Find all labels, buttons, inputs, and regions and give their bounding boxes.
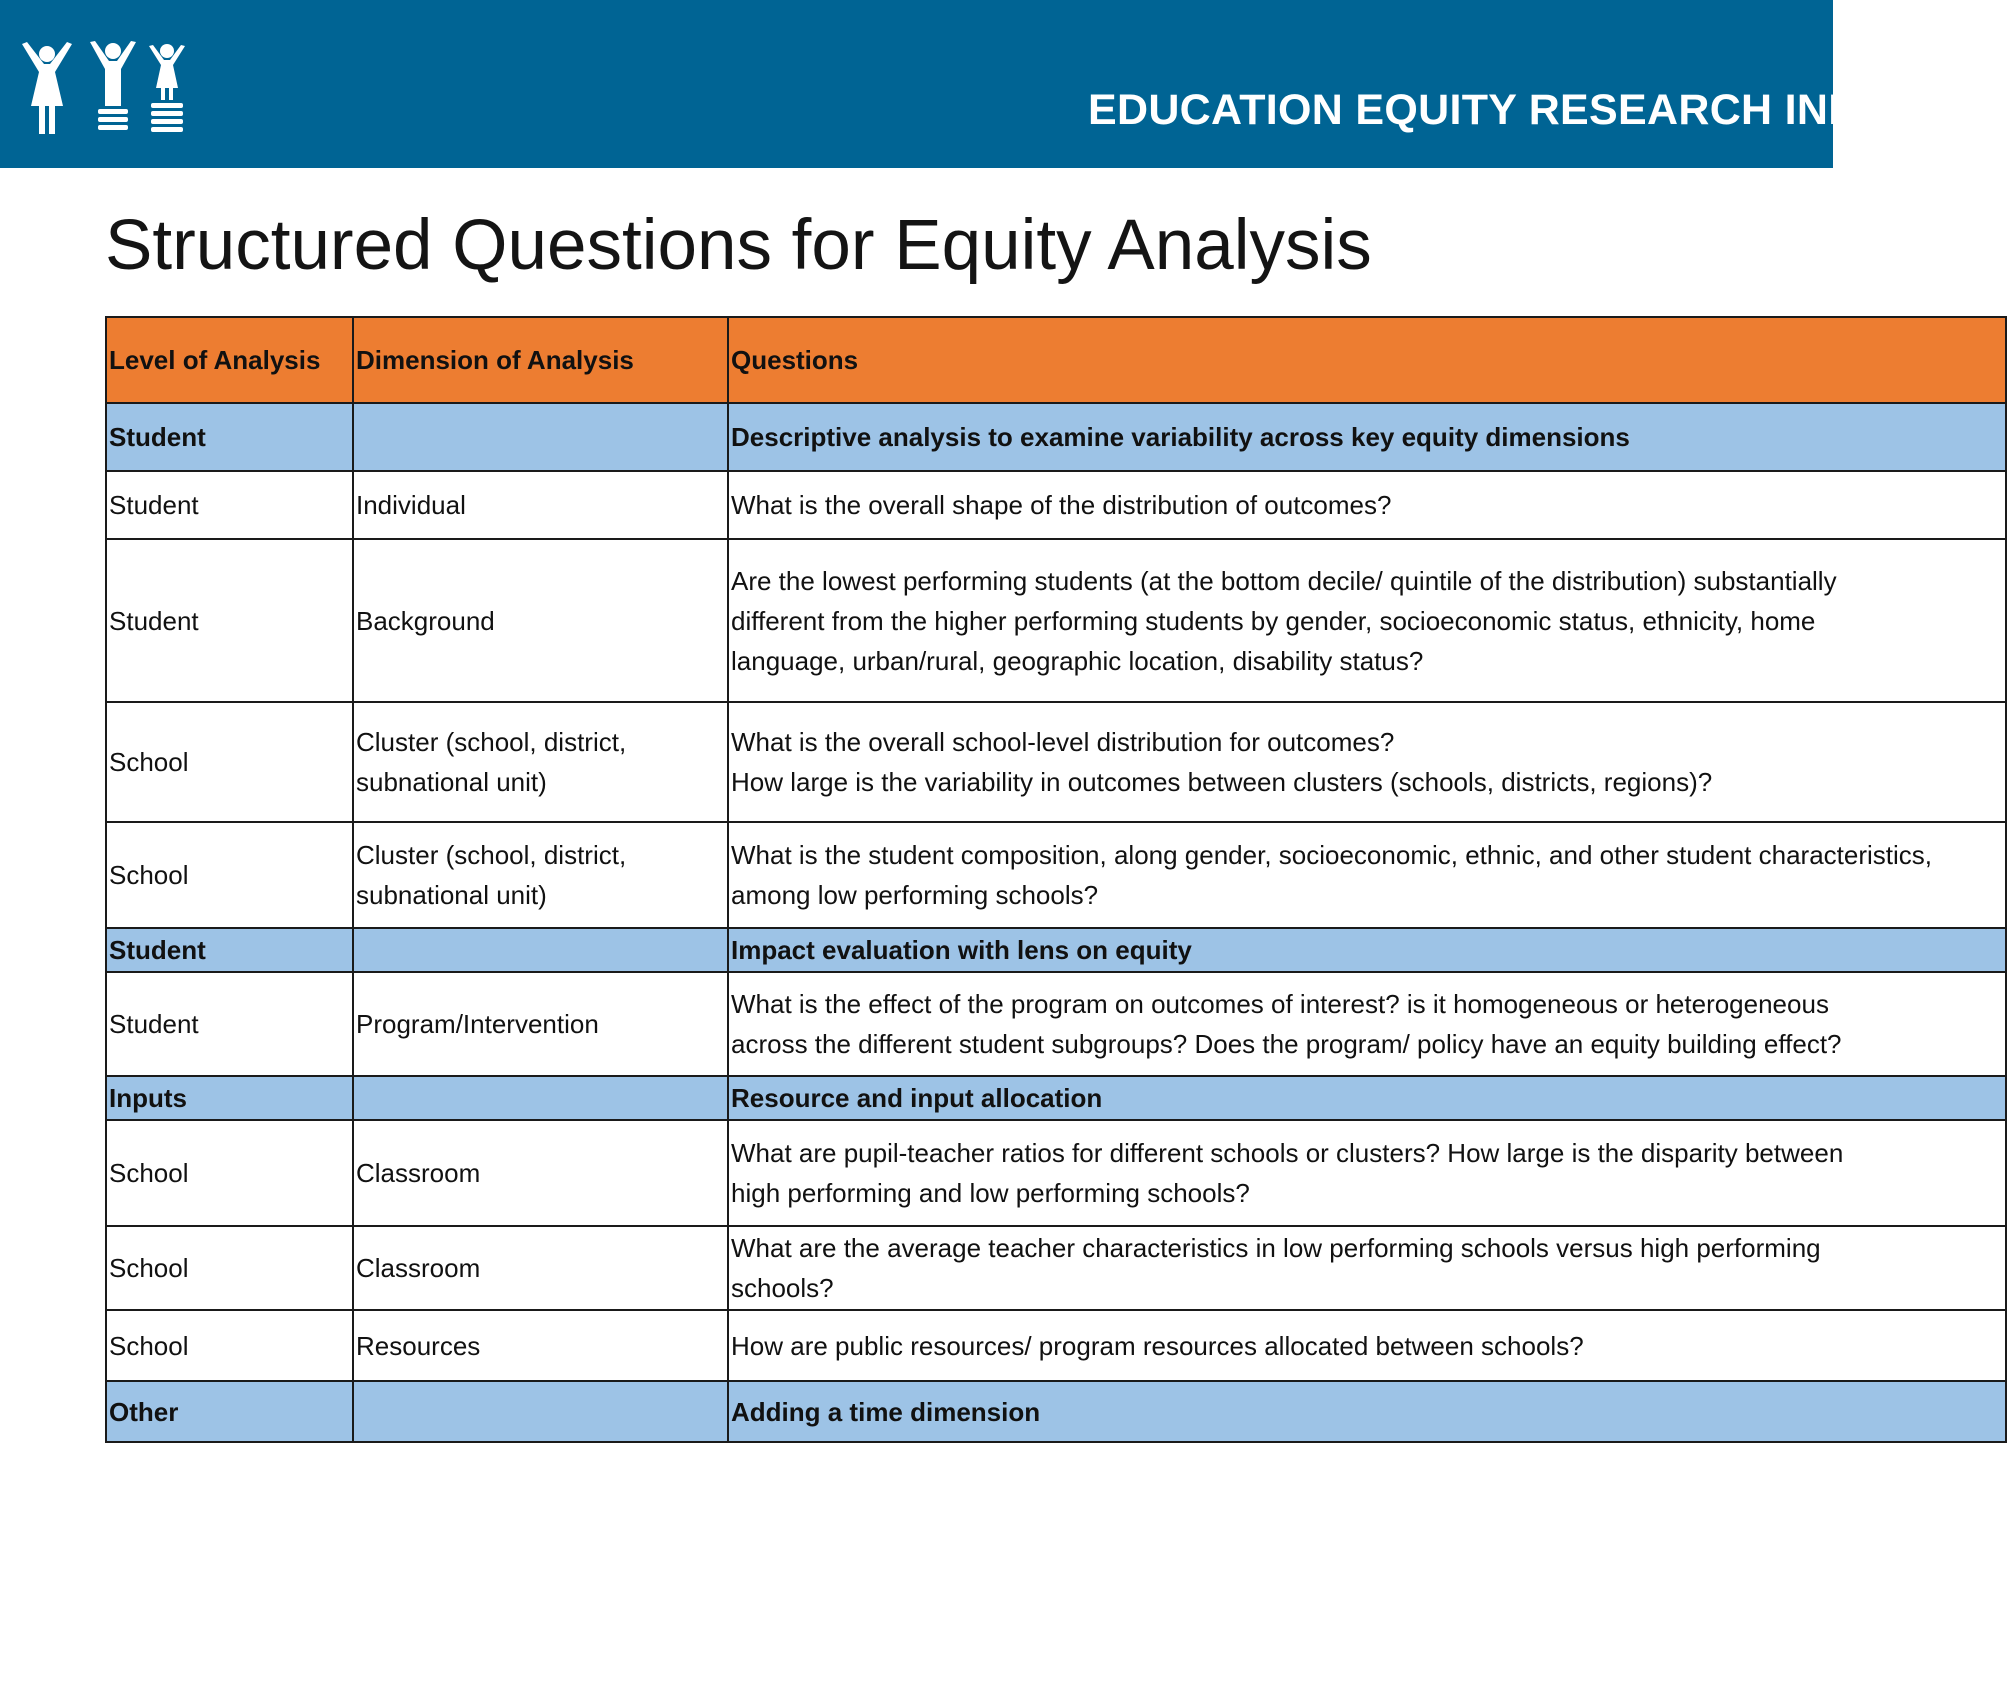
equity-questions-table xyxy=(105,316,2007,1443)
cell-level: Student xyxy=(106,928,353,972)
header-banner xyxy=(0,0,2005,168)
cell-questions xyxy=(728,928,2006,972)
question-line: Adding a time dimension xyxy=(731,1396,1041,1427)
question-line: What is the effect of the program on outcomes of interest? is it homogeneous or heterogeneous xyxy=(731,989,1829,1019)
dimension-line: subnational unit) xyxy=(356,880,547,910)
page-title: Structured Questions for Equity Analysis xyxy=(105,206,1372,285)
question-line: different from the higher performing students by gender, socioeconomic status, ethnicity, home xyxy=(731,605,1816,636)
question-line: across the different student subgroups? Does the program/ policy have an equity building effect? xyxy=(731,1029,1842,1059)
dimension-line: Cluster (school, district, xyxy=(356,840,627,870)
table-body xyxy=(106,403,2006,1442)
section-row xyxy=(106,928,2006,972)
question-line: What is the student composition, along gender, socioeconomic, ethnic, and other student characteristics, xyxy=(731,840,1933,870)
cell-questions xyxy=(728,403,2006,471)
question-line: Resource and input allocation xyxy=(731,1083,1103,1113)
cell-level: School xyxy=(106,1310,353,1381)
table-row xyxy=(106,471,2006,539)
question-line: What are pupil-teacher ratios for different schools or clusters? How large is the disparity between xyxy=(731,1138,1844,1168)
table-row xyxy=(106,972,2006,1076)
question-line: high performing and low performing schools? xyxy=(731,1178,1250,1208)
cell-level: Other xyxy=(106,1381,353,1442)
dimension-line: subnational unit) xyxy=(356,767,547,797)
cell-questions xyxy=(728,539,2006,702)
cell-dimension xyxy=(353,1381,728,1442)
cell-questions xyxy=(728,1226,2006,1310)
cell-dimension: Classroom xyxy=(353,1120,728,1226)
question-line: What are the average teacher characteristics in low performing schools versus high performing xyxy=(731,1233,1821,1263)
question-line: How large is the variability in outcomes between clusters (schools, districts, regions)? xyxy=(731,767,1713,797)
section-row xyxy=(106,1076,2006,1120)
cell-dimension xyxy=(353,822,728,928)
dimension-line: Cluster (school, district, xyxy=(356,727,627,757)
cell-dimension: Individual xyxy=(353,471,728,539)
cell-level: School xyxy=(106,1226,353,1310)
cell-level: Student xyxy=(106,972,353,1076)
question-line: schools? xyxy=(731,1273,834,1303)
column-header-dimension: Dimension of Analysis xyxy=(353,317,728,403)
cell-questions xyxy=(728,702,2006,822)
cell-level: School xyxy=(106,702,353,822)
cell-level: School xyxy=(106,1120,353,1226)
cell-dimension: Resources xyxy=(353,1310,728,1381)
column-header-questions: Questions xyxy=(728,317,2006,403)
cell-level: School xyxy=(106,822,353,928)
cell-questions xyxy=(728,822,2006,928)
table-row xyxy=(106,822,2006,928)
section-row xyxy=(106,403,2006,471)
question-line: Descriptive analysis to examine variability across key equity dimensions xyxy=(731,422,1630,452)
table-row xyxy=(106,702,2006,822)
cell-level: Student xyxy=(106,403,353,471)
cell-questions xyxy=(728,471,2006,539)
table-header-row xyxy=(106,317,2006,403)
table-row xyxy=(106,1310,2006,1381)
question-line: What is the overall school-level distribution for outcomes? xyxy=(731,727,1395,757)
header-title: EDUCATION EQUITY RESEARCH INITIATIVE xyxy=(1088,86,2005,134)
table-row xyxy=(106,1120,2006,1226)
cell-dimension: Background xyxy=(353,539,728,702)
cell-level: Student xyxy=(106,471,353,539)
table-row xyxy=(106,1226,2006,1310)
cell-dimension: Program/Intervention xyxy=(353,972,728,1076)
equity-questions-table-container xyxy=(105,316,1933,1436)
cell-level: Student xyxy=(106,539,353,702)
cell-dimension xyxy=(353,1076,728,1120)
question-line: How are public resources/ program resources allocated between schools? xyxy=(731,1330,1584,1361)
cell-dimension xyxy=(353,403,728,471)
column-header-level: Level of Analysis xyxy=(106,317,353,403)
cell-dimension xyxy=(353,928,728,972)
cell-questions xyxy=(728,1120,2006,1226)
three-children-on-steps-icon xyxy=(16,42,191,138)
question-line: Are the lowest performing students (at the bottom decile/ quintile of the distribution) substantially xyxy=(731,565,1837,596)
cell-questions xyxy=(728,972,2006,1076)
cell-questions xyxy=(728,1310,2006,1381)
cell-dimension xyxy=(353,702,728,822)
section-row xyxy=(106,1381,2006,1442)
question-line: among low performing schools? xyxy=(731,880,1099,910)
table-row xyxy=(106,539,2006,702)
cell-questions xyxy=(728,1076,2006,1120)
cell-questions xyxy=(728,1381,2006,1442)
cell-level: Inputs xyxy=(106,1076,353,1120)
cell-dimension: Classroom xyxy=(353,1226,728,1310)
question-line: Impact evaluation with lens on equity xyxy=(731,935,1192,965)
question-line: What is the overall shape of the distribution of outcomes? xyxy=(731,490,1392,520)
question-line: language, urban/rural, geographic location, disability status? xyxy=(731,645,1424,676)
